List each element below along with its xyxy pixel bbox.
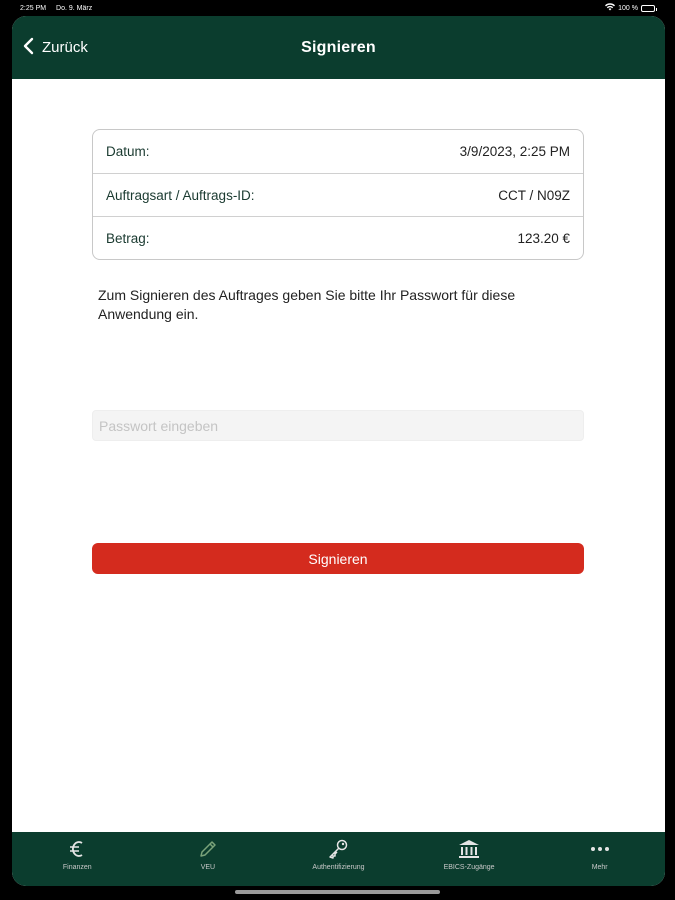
tab-label: VEU (200, 864, 216, 871)
detail-row-amount (93, 216, 583, 259)
back-button[interactable] (22, 16, 88, 79)
key-icon (327, 838, 349, 860)
home-indicator[interactable] (235, 890, 440, 894)
tab-finanzen[interactable] (22, 838, 132, 871)
app-window (12, 16, 665, 886)
battery-icon (641, 5, 655, 12)
main-content (12, 79, 665, 832)
detail-label: Betrag: (106, 230, 150, 246)
wifi-icon (605, 3, 615, 13)
pencil-icon (198, 838, 218, 860)
tab-label: Finanzen (62, 864, 92, 871)
status-date: Do. 9. März (56, 4, 93, 12)
page-title: Signieren (301, 38, 376, 56)
detail-value: CCT / N09Z (498, 187, 570, 203)
more-icon (590, 838, 610, 860)
status-left (20, 5, 100, 12)
detail-label: Datum: (106, 144, 150, 159)
tab-bar (12, 832, 665, 886)
detail-row-order-type (93, 173, 583, 216)
tab-veu[interactable] (153, 838, 263, 871)
status-time: 2:25 PM (20, 4, 47, 12)
tab-authentifizierung[interactable] (283, 838, 393, 871)
instruction-text: Zum Signieren des Auftrages geben Sie bitte Ihr Passwort für diese Anwendung ein. (98, 287, 516, 322)
battery-percent: 100 % (618, 4, 638, 12)
status-right (605, 3, 655, 13)
bank-icon (458, 838, 480, 860)
back-label: Zurück (42, 39, 88, 56)
tab-label: EBICS-Zugänge (443, 864, 495, 871)
detail-row-date (93, 130, 583, 173)
sign-button[interactable]: Signieren (92, 543, 584, 574)
tab-mehr[interactable] (545, 838, 655, 871)
detail-label: Auftragsart / Auftrags-ID: (106, 187, 255, 203)
order-details-card (92, 129, 584, 260)
password-input[interactable] (92, 410, 584, 441)
detail-value: 123.20 € (517, 230, 570, 246)
status-bar (0, 0, 675, 16)
tab-label: Authentifizierung (312, 864, 365, 871)
euro-icon (69, 838, 85, 860)
tab-label: Mehr (591, 864, 608, 871)
detail-value: 3/9/2023, 2:25 PM (459, 144, 570, 159)
chevron-left-icon (22, 37, 36, 59)
tab-ebics-zugaenge[interactable] (414, 838, 524, 871)
navigation-bar (12, 16, 665, 79)
